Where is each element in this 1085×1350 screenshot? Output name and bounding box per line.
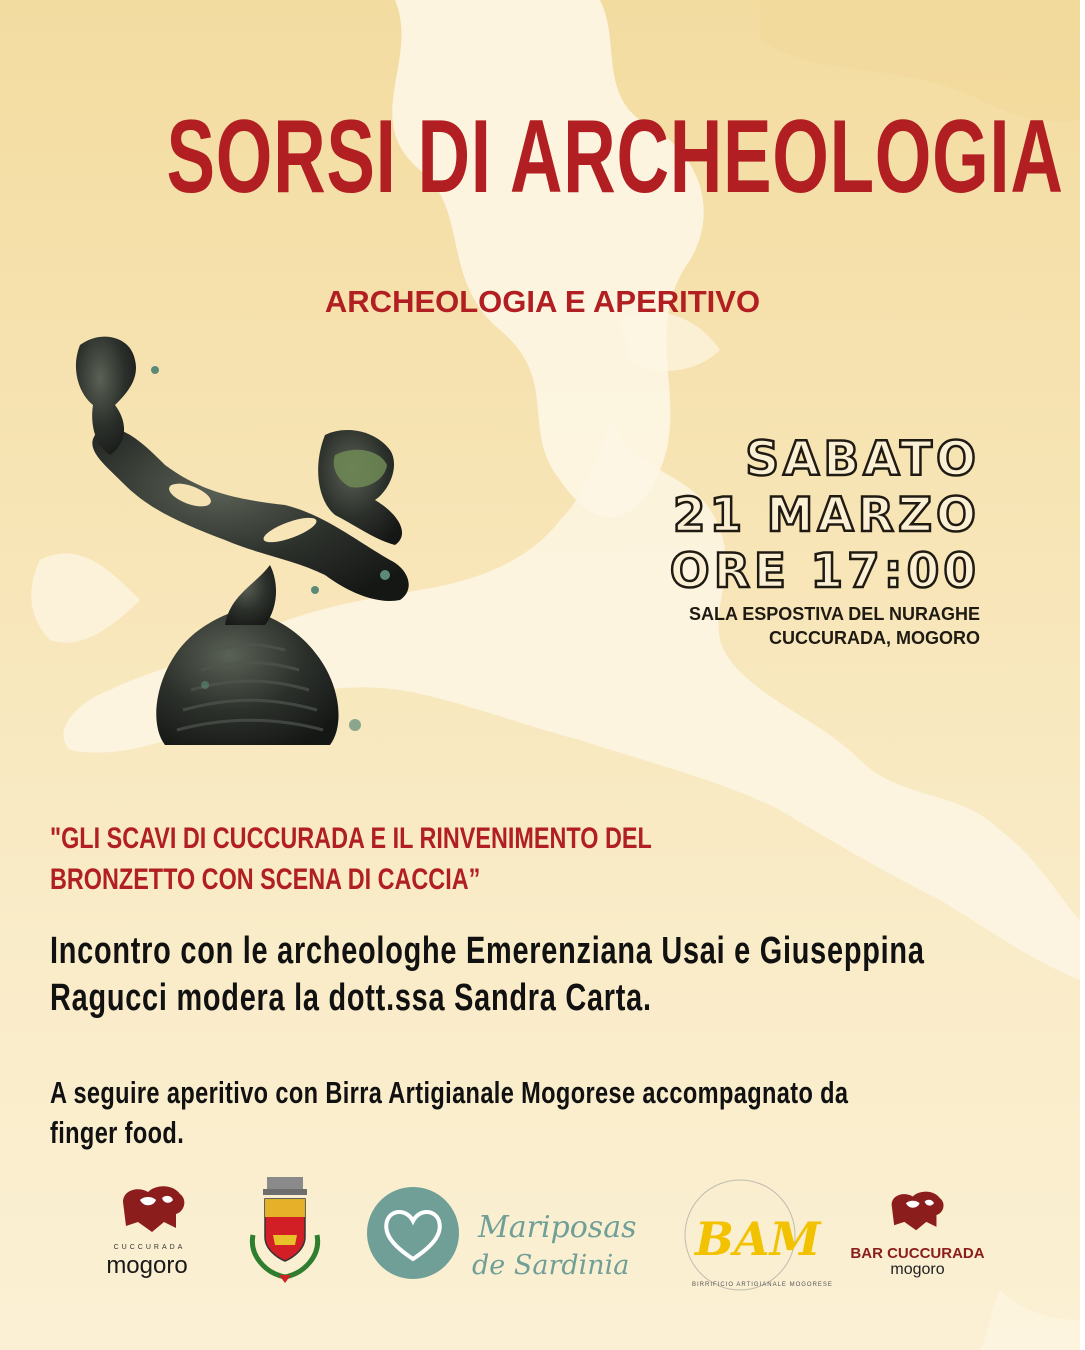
- event-day: SABATO: [745, 432, 980, 487]
- bar-mogoro-label: mogoro: [890, 1261, 945, 1278]
- talk-title-line-1: "GLI SCAVI DI CUCCURADA E IL RINVENIMENTO DEL: [50, 822, 652, 855]
- bar-nuraghe-icon: [887, 1188, 947, 1232]
- nuraghe-icon: [118, 1182, 188, 1234]
- cuccurada-small-label: CUCCURADA: [113, 1244, 186, 1251]
- aperitif-text: [50, 1073, 966, 1153]
- bam-mark: BAM: [695, 1212, 821, 1266]
- meeting-line-2: Ragucci modera la dott.ssa Sandra Carta.: [50, 977, 652, 1019]
- venue-line-1: SALA ESPOSTIVA DEL NURAGHE: [688, 604, 980, 624]
- bam-ring-text: BIRRIFICIO ARTIGIANALE MOGORESE: [692, 1282, 833, 1288]
- aperitif-line-1: A seguire aperitivo con Birra Artigianale Mogorese accompagnato da: [50, 1075, 849, 1110]
- meeting-line-1: Incontro con le archeologhe Emerenziana Usai e Giuseppina: [50, 930, 925, 972]
- bronze-statuette-image: [55, 325, 455, 765]
- bar-cuccurada-label: BAR CUCCURADA: [850, 1245, 985, 1262]
- event-time: ORE 17:00: [669, 544, 980, 599]
- logo-bar-cuccurada: [845, 1188, 990, 1283]
- logo-cuccurada-mogoro: [92, 1182, 207, 1282]
- municipal-coat-of-arms-icon: [245, 1175, 325, 1285]
- poster-title: SORSI DI ARCHEOLOGIA: [166, 99, 1064, 215]
- mariposas-line-1: Mariposas: [478, 1210, 637, 1245]
- poster-subtitle: ARCHEOLOGIA E APERITIVO: [324, 284, 761, 319]
- venue-line-2: CUCCURADA, MOGORO: [769, 628, 980, 648]
- talk-title: [50, 818, 1010, 900]
- mariposas-line-2: de Sardinia: [472, 1250, 630, 1281]
- talk-title-line-2: BRONZETTO CON SCENA DI CACCIA”: [50, 863, 481, 896]
- aperitif-line-2: finger food.: [50, 1115, 185, 1150]
- event-date-block: [670, 432, 980, 648]
- event-date: 21 MARZO: [672, 488, 980, 543]
- meeting-text: [50, 928, 985, 1022]
- mogoro-label: mogoro: [106, 1252, 188, 1279]
- mariposas-heart-icon: [365, 1185, 461, 1281]
